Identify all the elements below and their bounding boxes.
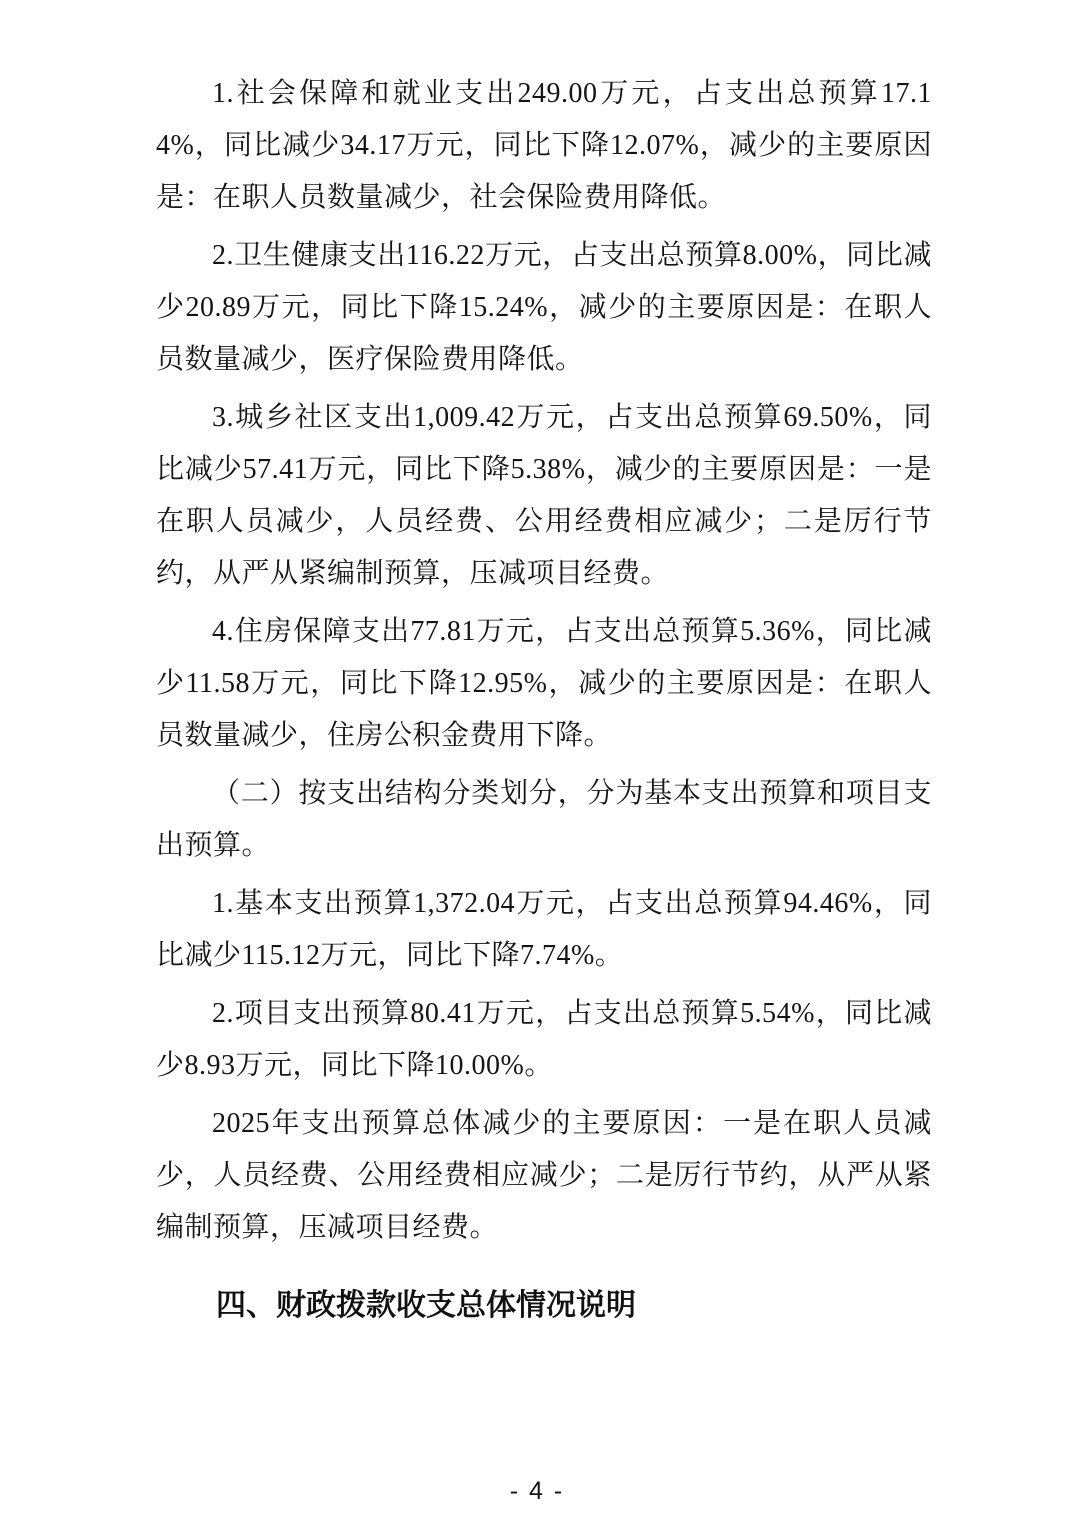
body-paragraph: 2025年支出预算总体减少的主要原因：一是在职人员减少，人员经费、公用经费相应减少；二是厉行节约，从严从紧编制预算，压减项目经费。 (156, 1108, 932, 1243)
document-body (156, 68, 932, 1332)
section-heading: 四、财政拨款收支总体情况说明 (216, 1289, 636, 1322)
body-paragraph: 3.城乡社区支出1,009.42万元，占支出总预算69.50%，同比减少57.41万元，同比下降5.38%，减少的主要原因是：一是在职人员减少，人员经费、公用经费相应减少；二是厉行节约，从严从紧编制预算，压减项目经费。 (156, 402, 932, 589)
page-number: - 4 - (509, 1477, 565, 1505)
body-paragraph: 1.基本支出预算1,372.04万元，占支出总预算94.46%，同比减少115.12万元，同比下降7.74%。 (156, 888, 932, 971)
body-paragraph: （二）按支出结构分类划分，分为基本支出预算和项目支出预算。 (156, 778, 932, 861)
body-paragraph: 2.卫生健康支出116.22万元，占支出总预算8.00%，同比减少20.89万元，同比下降15.24%，减少的主要原因是：在职人员数量减少，医疗保险费用降低。 (156, 240, 932, 375)
body-paragraph: 2.项目支出预算80.41万元，占支出总预算5.54%，同比减少8.93万元，同比下降10.00%。 (156, 998, 932, 1081)
body-paragraph: 4.住房保障支出77.81万元，占支出总预算5.36%，同比减少11.58万元，同比下降12.95%，减少的主要原因是：在职人员数量减少，住房公积金费用下降。 (156, 616, 932, 751)
body-paragraph: 1.社会保障和就业支出249.00万元，占支出总预算17.14%，同比减少34.17万元，同比下降12.07%，减少的主要原因是：在职人员数量减少，社会保险费用降低。 (156, 78, 932, 213)
